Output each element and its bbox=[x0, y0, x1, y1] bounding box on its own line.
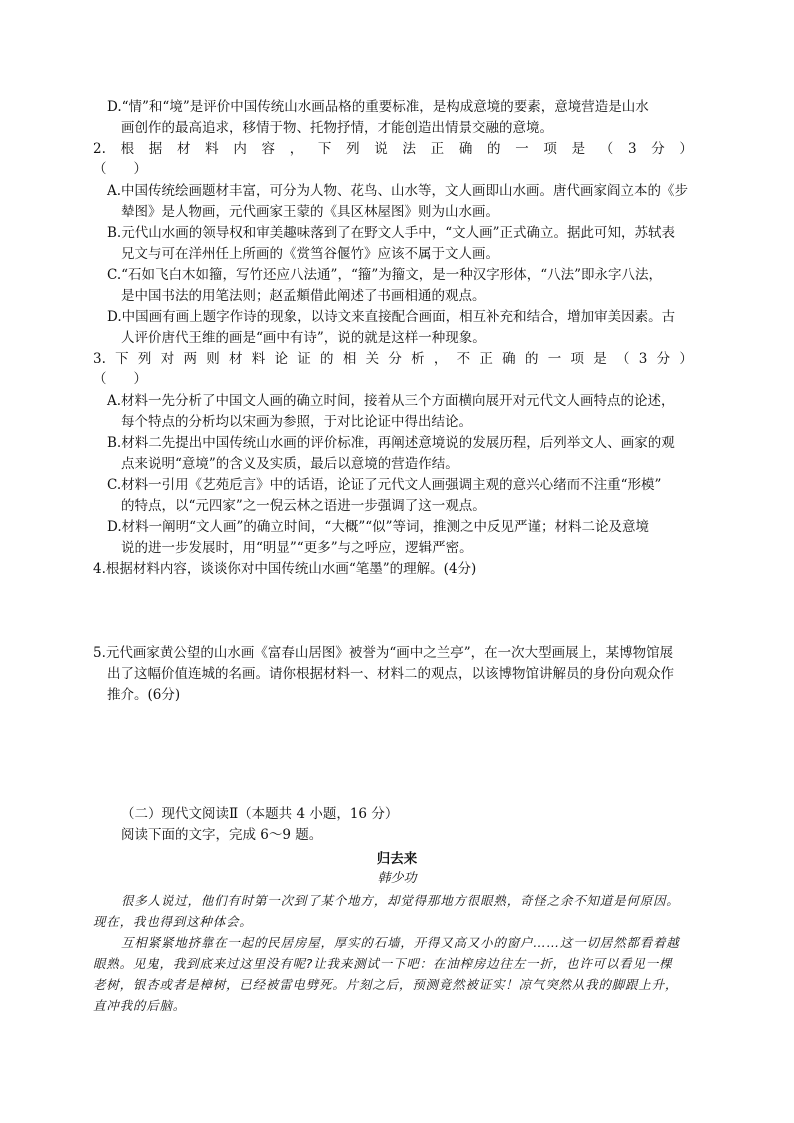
q2-stem-char: 确 bbox=[458, 141, 473, 157]
q3-stem-char: 项 bbox=[570, 351, 584, 367]
q3-option-a-line1: A.材料一先分析了中国文人画的确立时间，接着从三个方面横向展开对元代文人画特点的论述， bbox=[107, 393, 675, 409]
q3-stem-char: 相 bbox=[342, 351, 357, 367]
q3-option-d-line2: 说的进一步发展时，用“明显”“更多”与之呼应，逻辑严密。 bbox=[121, 540, 473, 556]
q4-text: 4.根据材料内容，谈谈你对中国传统山水画“笔墨”的理解。(4分) bbox=[93, 561, 477, 577]
q3-stem bbox=[93, 349, 693, 369]
q2-stem-char: 分 bbox=[651, 141, 665, 157]
q3-answer-blank: （ ） bbox=[93, 371, 147, 387]
q2-option-d-line1: D.中国画有画上题字作诗的现象，以诗文来直接配合画面，相互补充和结合，增加审美因素。古 bbox=[107, 309, 676, 325]
q1-option-d-line2: 画创作的最高追求，移情于物、托物抒情，才能创造出情景交融的意境。 bbox=[121, 120, 553, 136]
q3-stem-char: 材 bbox=[228, 351, 243, 367]
q3-stem-char: 析 bbox=[411, 351, 425, 367]
q2-stem-char: 法 bbox=[402, 141, 416, 157]
q3-stem-char: 分 bbox=[656, 351, 671, 367]
q3-option-d-line1: D.材料一阐明“文人画”的确立时间，“大概”“似”等词，推测之中反见严谨；材料二论及意境 bbox=[107, 519, 650, 535]
q3-stem-char: 证 bbox=[297, 351, 311, 367]
q3-option-c-line1: C.材料一引用《艺苑卮言》中的话语，论证了元代文人画强调主观的意兴心绪而不注重“形模” bbox=[107, 477, 662, 493]
q3-stem-char: 确 bbox=[502, 351, 516, 367]
q3-stem-char: （ bbox=[616, 351, 630, 367]
q2-option-c-line2: 是中国书法的用笔法则；赵孟頫借此阐述了书画相通的观点。 bbox=[121, 288, 486, 304]
q3-option-a-line2: 每个特点的分析均以宋画为参照，于对比论证中得出结论。 bbox=[121, 414, 472, 430]
q3-stem-char: 3 bbox=[638, 351, 648, 367]
q3-stem-char: 则 bbox=[206, 351, 220, 367]
q3-stem-char: ， bbox=[433, 351, 448, 367]
q3-option-b-line1: B.材料二先提出中国传统山水画的评价标准，再阐述意境说的发展历程，后列举文人、画家的观 bbox=[107, 435, 675, 451]
q2-stem-char: （ bbox=[599, 141, 614, 157]
q2-stem-char: 内 bbox=[233, 141, 247, 157]
q2-stem-char: 容 bbox=[261, 141, 276, 157]
q3-stem-char: 3. bbox=[93, 351, 106, 367]
q2-stem bbox=[93, 139, 693, 159]
q3-stem-char: 列 bbox=[137, 351, 152, 367]
q5-line2: 出了这幅价值连城的名画。请你根据材料一、材料二的观点，以该博物馆讲解员的身份向观众作 bbox=[107, 666, 674, 682]
q2-stem-char: 的 bbox=[487, 141, 501, 157]
q3-stem-char: 一 bbox=[547, 351, 562, 367]
q3-stem-char: 对 bbox=[160, 351, 175, 367]
q2-stem-char: 料 bbox=[205, 141, 219, 157]
q3-option-c-line2: 的特点，以“元四家”之一倪云林之语进一步强调了这一观点。 bbox=[121, 498, 486, 514]
passage-title: 归去来 bbox=[376, 851, 418, 867]
q2-stem-char: 2. bbox=[93, 141, 106, 157]
q2-stem-char: 根 bbox=[120, 141, 135, 157]
q3-stem-char: 正 bbox=[479, 351, 493, 367]
q2-stem-char: ， bbox=[289, 141, 304, 157]
passage-para1-line2: 现在，我也得到这种体会。 bbox=[93, 914, 253, 929]
q3-stem-char: 的 bbox=[320, 351, 334, 367]
q3-stem-char: 是 bbox=[593, 351, 607, 367]
q2-stem-char: 材 bbox=[176, 141, 191, 157]
q5-line3: 推介。(6分) bbox=[107, 687, 181, 703]
q2-option-a-line2: 辇图》是人物画，元代画家王蒙的《具区林屋图》则为山水画。 bbox=[121, 204, 499, 220]
section2-heading: （二）现代文阅读Ⅱ（本题共 4 小题，16 分） bbox=[121, 806, 399, 822]
q3-stem-char: 不 bbox=[456, 351, 471, 367]
q3-option-b-line2: 点来说明“意境”的含义及实质，最后以意境的营造作结。 bbox=[121, 456, 459, 472]
q2-stem-char: 是 bbox=[571, 141, 586, 157]
q3-stem-char: 关 bbox=[365, 351, 380, 367]
q2-stem-char: 据 bbox=[148, 141, 163, 157]
q3-stem-char: 分 bbox=[388, 351, 402, 367]
passage-para2-line2: 眼熟。见鬼，我到底来过这里没有呢?让我来测试一下吧：在油榨房边往左一折，也许可以看见一棵 bbox=[93, 956, 673, 971]
passage-para2-line3: 老树，银杏或者是樟树，已经被雷电劈死。片刻之后，预测竟然被证实！凉气突然从我的脚跟上升， bbox=[93, 977, 679, 992]
q2-stem-char: 说 bbox=[374, 141, 388, 157]
q2-stem-char: 下 bbox=[317, 141, 332, 157]
q2-stem-char: 一 bbox=[515, 141, 529, 157]
q2-option-a-line1: A.中国传统绘画题材丰富，可分为人物、花鸟、山水等，文人画即山水画。唐代画家阎立本的《步 bbox=[107, 183, 689, 199]
q2-option-d-line2: 人评价唐代王维的画是“画中有诗”，说的就是这样一种现象。 bbox=[121, 330, 486, 346]
q2-answer-blank: （ ） bbox=[93, 161, 147, 177]
q3-stem-char: 论 bbox=[274, 351, 289, 367]
q5-line1: 5.元代画家黄公望的山水画《富春山居图》被誉为“画中之兰亭”，在一次大型画展上，某博物馆展 bbox=[93, 645, 674, 661]
q3-stem-char: 料 bbox=[251, 351, 266, 367]
q3-stem-char: 两 bbox=[183, 351, 197, 367]
q3-stem-char: 下 bbox=[115, 351, 129, 367]
q3-stem-char: ） bbox=[679, 351, 693, 367]
q2-stem-char: 列 bbox=[346, 141, 360, 157]
q1-option-d-line1: D.“情”和“境”是评价中国传统山水画品格的重要标准，是构成意境的要素，意境营造是山水 bbox=[107, 99, 649, 115]
passage-para1-line1: 很多人说过，他们有时第一次到了某个地方，却觉得那地方很眼熟，奇怪之余不知道是何原因。 bbox=[121, 893, 680, 908]
q2-stem-char: 正 bbox=[430, 141, 445, 157]
q2-option-b-line1: B.元代山水画的领导权和审美趣味落到了在野文人手中，“文人画”正式确立。据此可知，苏轼表 bbox=[107, 225, 676, 241]
q2-stem-char: 项 bbox=[543, 141, 557, 157]
passage-para2-line4: 直冲我的后脑。 bbox=[93, 998, 187, 1013]
q2-stem-char: 3 bbox=[627, 141, 637, 157]
section2-instruction: 阅读下面的文字，完成 6～9 题。 bbox=[121, 827, 323, 843]
passage-author: 韩少功 bbox=[377, 871, 417, 886]
q2-option-b-line2: 兄文与可在洋州任上所画的《赏筜谷偃竹》应该不属于文人画。 bbox=[121, 246, 499, 262]
q3-stem-char: 的 bbox=[524, 351, 539, 367]
passage-para2-line1: 互相紧紧地挤靠在一起的民居房屋，厚实的石墙，开得又高又小的窗户……这一切居然都看着越 bbox=[121, 935, 680, 950]
q2-stem-char: ） bbox=[679, 141, 693, 157]
q2-option-c-line1: C.“石如飞白木如籀，写竹还应八法通”，“籀”为籀文，是一种汉字形体，“八法”即永字八法， bbox=[107, 267, 663, 283]
